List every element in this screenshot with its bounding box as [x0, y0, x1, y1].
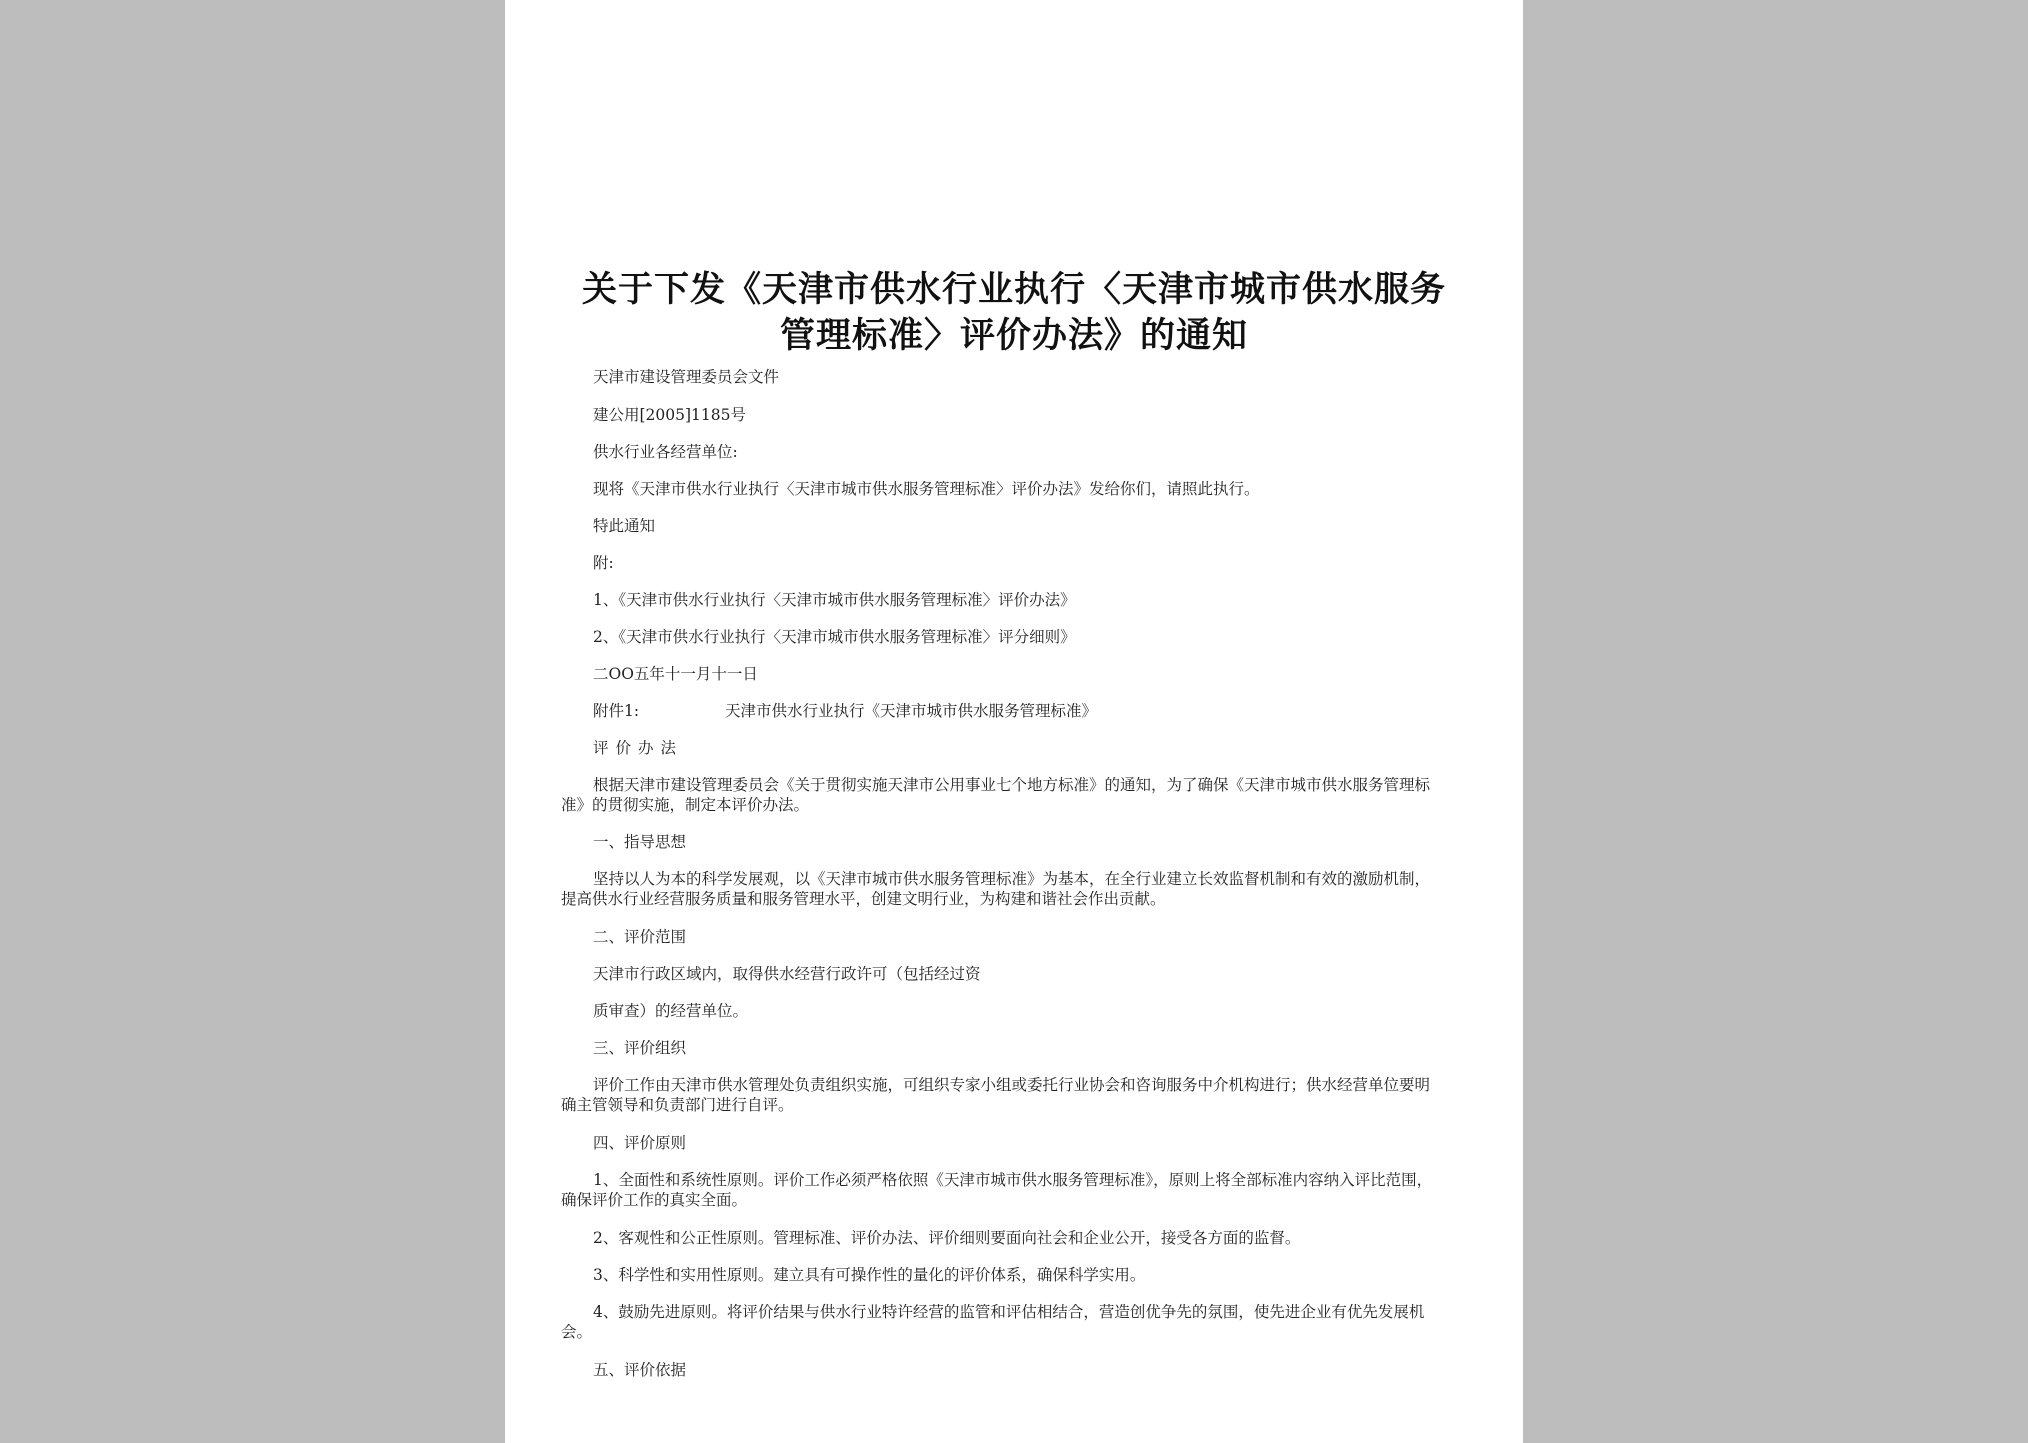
attachments-label: 附:	[593, 554, 614, 572]
notice-closing: 特此通知	[593, 517, 656, 535]
annex-subtitle: 评价办法	[593, 739, 684, 757]
attachment-item-2: 2、《天津市供水行业执行〈天津市城市供水服务管理标准〉评分细则》	[593, 628, 1076, 646]
issuer-line: 天津市建设管理委员会文件	[593, 368, 780, 386]
section-3-body: 评价工作由天津市供水管理处负责组织实施，可组织专家小组或委托行业协会和咨询服务中介机构进行；供水经营单位要明确主管领导和负责部门进行自评。	[561, 1076, 1431, 1114]
document-title-line1: 关于下发《天津市供水行业执行〈天津市城市供水服务	[581, 269, 1446, 310]
addressee: 供水行业各经营单位:	[593, 443, 738, 461]
section-1-body: 坚持以人为本的科学发展观，以《天津市城市供水服务管理标准》为基本，在全行业建立长效监督机制和有效的激励机制，提高供水行业经营服务质量和服务管理水平，创建文明行业，为构建和谐社会作出贡献。	[561, 870, 1431, 908]
section-2-body-line2: 质审查）的经营单位。	[593, 1002, 749, 1020]
section-2-heading: 二、评价范围	[593, 928, 687, 946]
document-page	[505, 0, 1523, 1443]
doc-number: 建公用[2005]1185号	[593, 406, 746, 424]
notice-body: 现将《天津市供水行业执行〈天津市城市供水服务管理标准〉评价办法》发给你们，请照此执行。	[593, 480, 1260, 498]
document-date: 二OO五年十一月十一日	[593, 665, 758, 683]
annex-label: 附件1:	[593, 702, 640, 720]
section-2-body-line1: 天津市行政区域内，取得供水经营行政许可（包括经过资	[593, 965, 981, 983]
section-1-heading: 一、指导思想	[593, 833, 687, 851]
section-4-principle-1: 1、全面性和系统性原则。评价工作必须严格依照《天津市城市供水服务管理标准》，原则上将全部标准内容纳入评比范围，确保评价工作的真实全面。	[561, 1171, 1433, 1209]
annex-title: 天津市供水行业执行《天津市城市供水服务管理标准》	[725, 702, 1098, 720]
section-5-heading: 五、评价依据	[593, 1361, 687, 1379]
section-4-heading: 四、评价原则	[593, 1134, 687, 1152]
annex-intro: 根据天津市建设管理委员会《关于贯彻实施天津市公用事业七个地方标准》的通知，为了确保《天津市城市供水服务管理标准》的贯彻实施，制定本评价办法。	[561, 776, 1431, 814]
attachment-item-1: 1、《天津市供水行业执行〈天津市城市供水服务管理标准〉评价办法》	[593, 591, 1076, 609]
section-4-principle-4: 4、鼓励先进原则。将评价结果与供水行业特许经营的监管和评估相结合，营造创优争先的氛围，使先进企业有优先发展机会。	[561, 1303, 1425, 1341]
section-4-principle-2: 2、客观性和公正性原则。管理标准、评价办法、评价细则要面向社会和企业公开，接受各方面的监督。	[593, 1229, 1301, 1247]
document-title-line2: 管理标准〉评价办法》的通知	[779, 315, 1248, 356]
section-3-heading: 三、评价组织	[593, 1039, 687, 1057]
section-4-principle-3: 3、科学性和实用性原则。建立具有可操作性的量化的评价体系，确保科学实用。	[593, 1266, 1146, 1284]
